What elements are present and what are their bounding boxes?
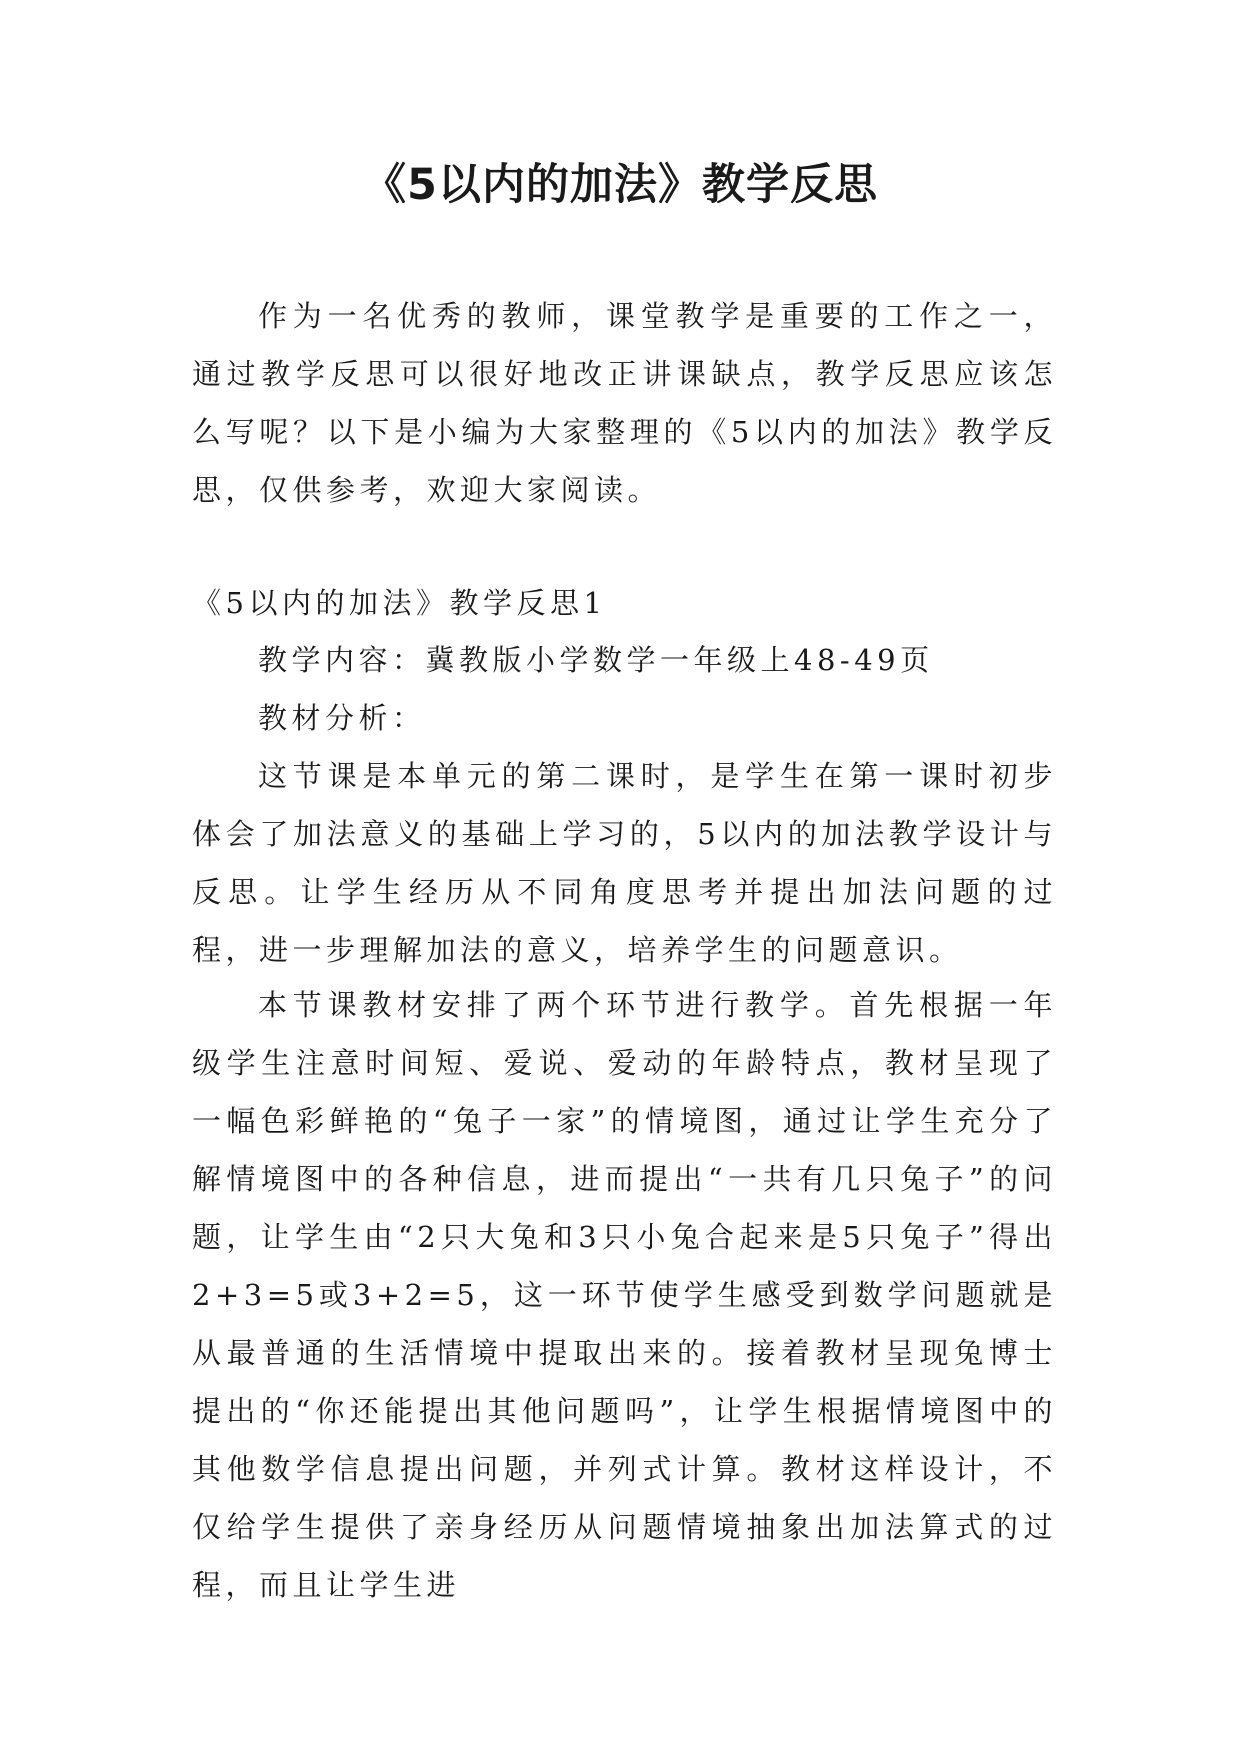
section-heading: 《5以内的加法》教学反思1 — [192, 586, 607, 620]
intro-paragraph: 作为一名优秀的教师，课堂教学是重要的工作之一，通过教学反思可以很好地改正讲课缺点，教学反思应该怎么写呢？以下是小编为大家整理的《5以内的加法》教学反思，仅供参考，欢迎大家阅读。 — [192, 299, 1057, 507]
body-paragraph: 本节课教材安排了两个环节进行教学。首先根据一年级学生注意时间短、爱说、爱动的年龄特点，教材呈现了一幅色彩鲜艳的“兔子一家”的情境图，通过让学生充分了解情境图中的各种信息，进而提出“一共有几只兔子”的问题，让学生由“2只大兔和3只小兔合起来是5只兔子”得出2+3=5或3+2=5，这一环节使学生感受到数学问题就是从最普通的生活情境中提取出来的。接着教材呈现兔博士提出的“你还能提出其他问题吗”，让学生根据情境图中的其他数学信息提出问题，并列式计算。教材这样设计，不仅给学生提供了亲身经历从问题情境抽象出加法算式的过程，而且让学生进 — [192, 988, 1057, 1602]
document-title: 《5以内的加法》教学反思 — [363, 160, 878, 210]
analysis-label: 教材分析： — [258, 701, 426, 735]
body-paragraph: 这节课是本单元的第二课时，是学生在第一课时初步体会了加法意义的基础上学习的，5以内的加法教学设计与反思。让学生经历从不同角度思考并提出加法问题的过程，进一步理解加法的意义，培养学生的问题意识。 — [192, 759, 1057, 967]
teaching-content-line: 教学内容：冀教版小学数学一年级上48-49页 — [258, 643, 934, 677]
